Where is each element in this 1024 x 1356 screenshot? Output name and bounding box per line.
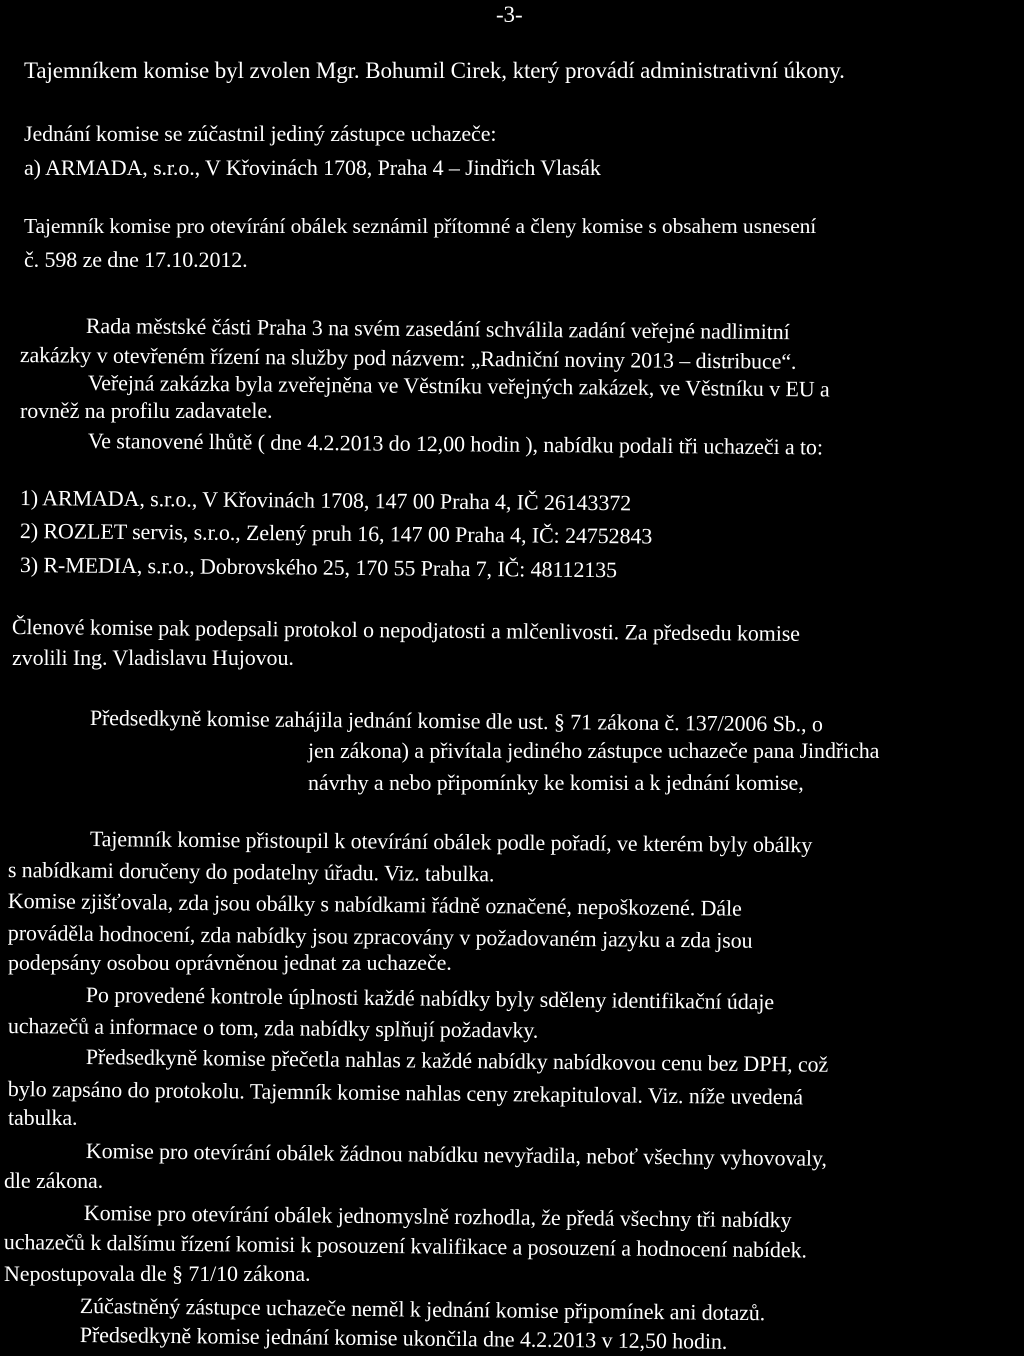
text-line: č. 598 ze dne 17.10.2012. [24, 247, 248, 272]
text-line: uchazečů a informace o tom, zda nabídky splňují požadavky. [7, 1013, 539, 1043]
text-line: tabulka. [8, 1105, 78, 1130]
text-line: Jednání komise se zúčastnil jediný zástupce uchazeče: [24, 121, 497, 146]
text-line: návrhy a nebo připomínky ke komisi a k jednání komise, [308, 770, 804, 795]
text-line: Předsedkyně komise jednání komise ukončila dne 4.2.2013 v 12,50 hodin. [79, 1322, 728, 1354]
text-line: zvolili Ing. Vladislavu Hujovou. [12, 645, 294, 670]
text-line: s nabídkami doručeny do podatelny úřadu. Viz. tabulka. [7, 857, 495, 887]
text-line: Komise zjišťovala, zda jsou obálky s nabídkami řádně označené, nepoškozené. Dále [7, 888, 742, 921]
bidder-line: 1) ARMADA, s.r.o., V Křovinách 1708, 147 00 Praha 4, IČ 26143372 [19, 485, 632, 516]
text-line: Předsedkyně komise přečetla nahlas z každé nabídky nabídkovou cenu bez DPH, což [85, 1044, 829, 1077]
text-line: podepsány osobou oprávněnou jednat za uchazeče. [8, 950, 452, 975]
text-line: zakázky v otevřeném řízení na služby pod názvem: „Radniční noviny 2013 – distribuce“. [19, 342, 797, 374]
text-line: Rada městské části Praha 3 na svém zasedání schválila zadání veřejné nadlimitní [85, 313, 790, 345]
text-line: jen zákona) a přivítala jediného zástupce uchazeče pana Jindřicha [308, 738, 880, 763]
text-line: a) ARMADA, s.r.o., V Křovinách 1708, Praha 4 – Jindřich Vlasák [24, 155, 601, 180]
text-line: Členové komise pak podepsali protokol o nepodjatosti a mlčenlivosti. Za předsedu komise [11, 614, 801, 646]
text-line: uchazečů k dalšímu řízení komisi k posouzení kvalifikace a posouzení a hodnocení nabídek. [3, 1229, 807, 1263]
text-line: Zúčastněný zástupce uchazeče neměl k jednání komise připomínek ani dotazů. [79, 1293, 766, 1326]
text-line: Tajemníkem komise byl zvolen Mgr. Bohumil Cirek, který provádí administrativní úkony. [24, 58, 845, 83]
page-number: -3- [496, 2, 523, 27]
text-line: Po provedené kontrole úplnosti každé nabídky byly sděleny identifikační údaje [85, 982, 775, 1015]
text-line: Tajemník komise pro otevírání obálek seznámil přítomné a členy komise s obsahem usnesení [24, 214, 817, 238]
text-line: Předsedkyně komise zahájila jednání komise dle ust. § 71 zákona č. 137/2006 Sb., o [89, 705, 823, 737]
text-line: dle zákona. [4, 1168, 104, 1193]
text-line: Nepostupovala dle § 71/10 zákona. [4, 1261, 311, 1286]
bidder-line: 2) ROZLET servis, s.r.o., Zelený pruh 16, 147 00 Praha 4, IČ: 24752843 [19, 518, 653, 549]
text-line: bylo zapsáno do protokolu. Tajemník komise nahlas ceny zrekapituloval. Viz. níže uvedená [7, 1076, 804, 1110]
text-line: Tajemník komise přistoupil k otevírání obálek podle pořadí, ve kterém byly obálky [89, 826, 813, 858]
text-line: prováděla hodnocení, zda nabídky jsou zpracovány v požadovaném jazyku a zda jsou [7, 920, 753, 953]
text-line: Veřejná zakázka byla zveřejněna ve Věstníku veřejných zakázek, ve Věstníku v EU a [87, 370, 830, 402]
text-line: Ve stanovené lhůtě ( dne 4.2.2013 do 12,00 hodin ), nabídku podali tři uchazeči a to: [87, 428, 824, 460]
bidder-line: 3) R-MEDIA, s.r.o., Dobrovského 25, 170 55 Praha 7, IČ: 48112135 [19, 552, 618, 583]
text-line: Komise pro otevírání obálek jednomyslně rozhodla, že předá všechny tři nabídky [83, 1200, 792, 1233]
text-line: rovněž na profilu zadavatele. [20, 398, 273, 423]
text-line: Komise pro otevírání obálek žádnou nabídku nevyřadila, neboť všechny vyhovovaly, [85, 1138, 828, 1171]
